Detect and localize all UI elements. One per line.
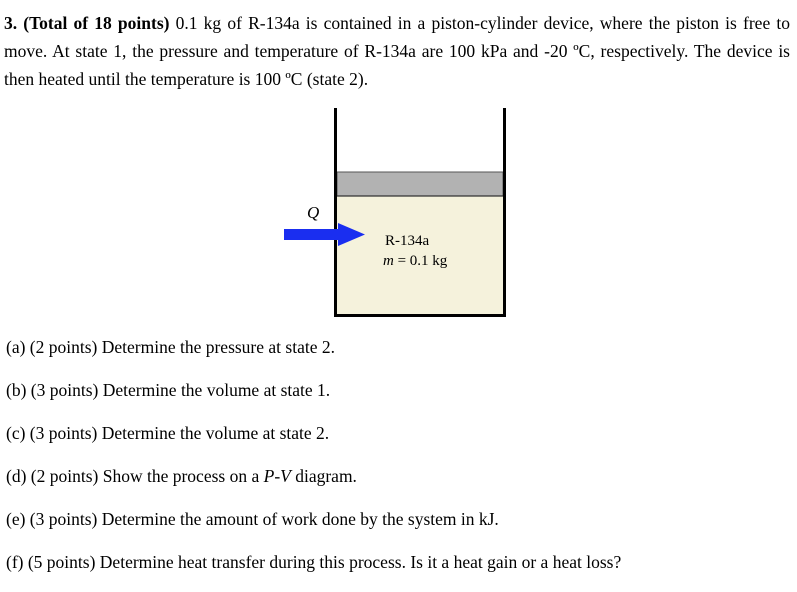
question-b: (b) (3 points) Determine the volume at state 1. bbox=[6, 380, 331, 400]
piston bbox=[337, 172, 503, 196]
question-d-dash: - bbox=[274, 466, 281, 486]
mass-value: = 0.1 kg bbox=[393, 253, 448, 269]
question-d-v: V bbox=[280, 466, 291, 486]
substance-label: R-134a bbox=[385, 233, 430, 249]
question-d-p: P bbox=[263, 466, 275, 486]
mass-symbol: m bbox=[383, 253, 394, 269]
question-c: (c) (3 points) Determine the volume at state 2. bbox=[6, 423, 330, 443]
heat-arrow-shaft bbox=[284, 229, 340, 240]
question-d-suffix: diagram. bbox=[290, 466, 357, 486]
question-d-prefix: (d) (2 points) Show the process on a bbox=[6, 466, 264, 486]
problem-number: 3. (Total of 18 points) bbox=[4, 13, 170, 33]
problem-text: 0.1 kg of R-134a is contained in a piston-cylinder device, where the piston is free to move. At state 1, the pressure and temperature of R-134a are 100 kPa and -20 ºC, respectively. The device is then heated until the temperature is 100 ºC (state 2). bbox=[4, 13, 790, 89]
question-f: (f) (5 points) Determine heat transfer during this process. Is it a heat gain or a heat loss? bbox=[6, 552, 622, 572]
question-d bbox=[6, 465, 357, 487]
question-e: (e) (3 points) Determine the amount of work done by the system in kJ. bbox=[6, 509, 499, 529]
mass-label bbox=[383, 253, 448, 269]
question-a: (a) (2 points) Determine the pressure at state 2. bbox=[6, 337, 335, 357]
heat-label: Q bbox=[307, 203, 320, 222]
